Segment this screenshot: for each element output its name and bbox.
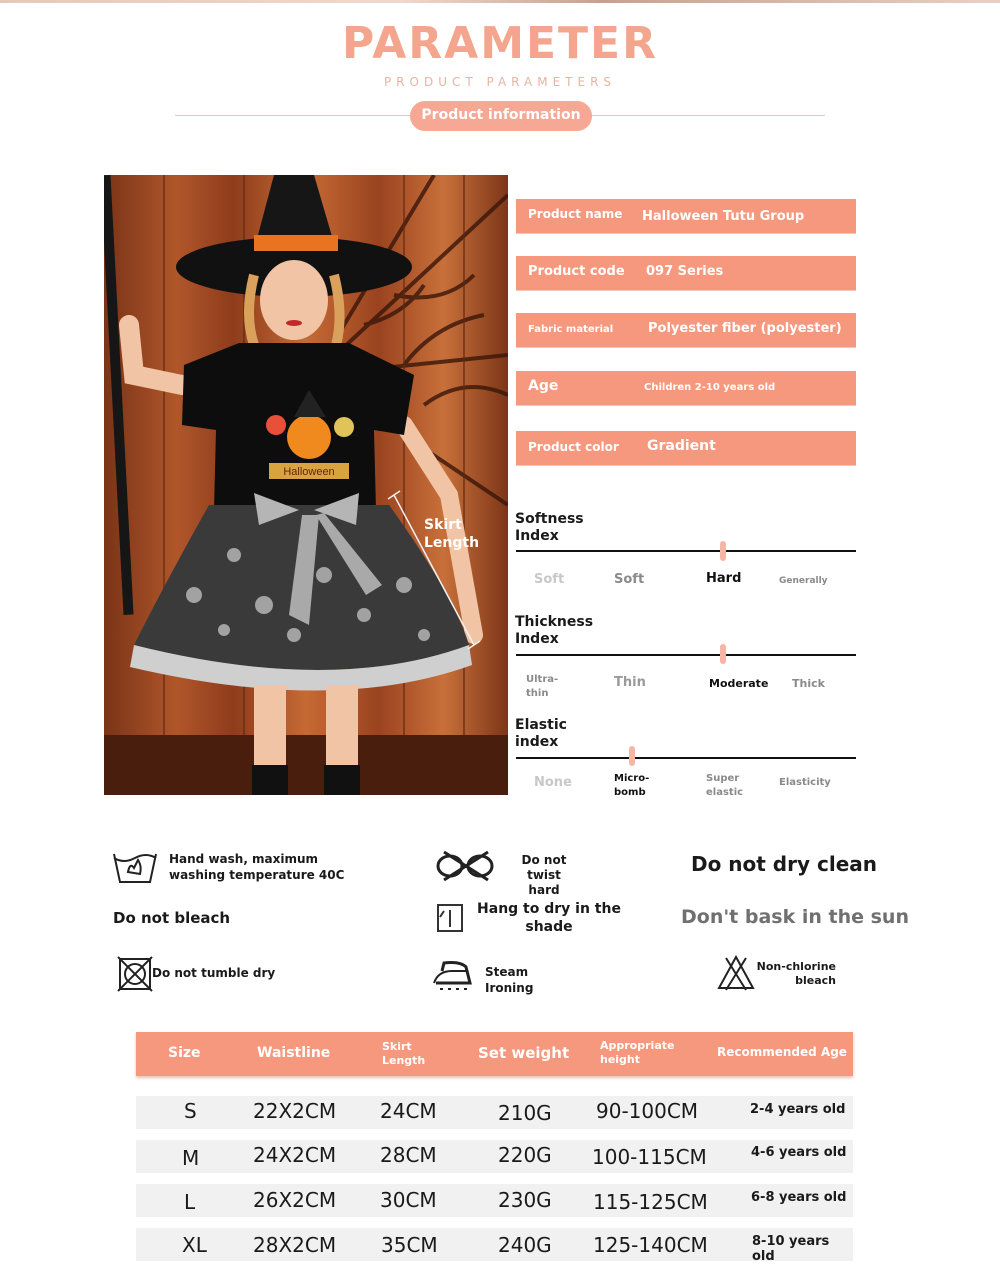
cell-waistline: 24X2CM [253, 1143, 337, 1167]
thickness-marker [720, 644, 726, 664]
page-title: PARAMETER [342, 18, 658, 69]
care-non-chlorine-text [756, 960, 836, 988]
info-row-fabric-material [516, 313, 856, 347]
care-hang-dry-text [476, 900, 622, 936]
header-line: Skirt [382, 1040, 412, 1053]
table-row [136, 1140, 853, 1173]
table-row [136, 1096, 853, 1129]
cell-set-weight: 210G [498, 1101, 552, 1125]
cell-set-weight: 220G [498, 1143, 552, 1167]
softness-scale-line [516, 550, 856, 552]
cell-skirt-length: 35CM [381, 1233, 438, 1257]
steam-iron-icon [430, 953, 476, 993]
cell-size: L [184, 1190, 196, 1214]
care-hand-wash-text [169, 851, 344, 883]
care-steam-iron-text [485, 964, 533, 996]
info-key: Fabric material [528, 324, 614, 335]
skirt-label-line-2: Length [424, 535, 480, 551]
header-line: Appropriate [600, 1039, 675, 1052]
cell-skirt-length: 28CM [380, 1143, 437, 1167]
care-no-dry-clean-text: Do not dry clean [691, 852, 877, 876]
index-title-line-1: Softness [515, 511, 584, 527]
care-line: shade [525, 919, 573, 935]
index-title-line-2: index [515, 734, 559, 750]
softness-index-title [515, 511, 584, 545]
elastic-option: Super elastic [706, 773, 744, 798]
thickness-option: Ultra-thin [526, 674, 559, 699]
header-divider-left [175, 115, 415, 116]
info-key: Product code [528, 264, 625, 279]
shirt-print-text: Halloween [283, 466, 335, 478]
table-row [136, 1184, 853, 1217]
care-no-bleach-text: Do not bleach [113, 909, 231, 927]
softness-marker [720, 541, 726, 561]
cell-waistline: 22X2CM [253, 1099, 337, 1123]
info-row-product-color [516, 431, 856, 465]
cell-size: M [182, 1146, 200, 1170]
care-line: Ironing [485, 981, 534, 995]
elastic-scale-line [516, 757, 856, 759]
skirt-label-line-1: Skirt [424, 517, 462, 533]
info-row-age [516, 371, 856, 405]
info-row-product-name [516, 199, 856, 233]
thickness-index-title [515, 614, 593, 648]
softness-option: Generally [779, 576, 828, 586]
cell-height: 115-125CM [593, 1190, 708, 1214]
cell-age: 4-6 years old [751, 1145, 847, 1160]
header-size: Size [168, 1045, 201, 1061]
hang-dry-icon [436, 903, 464, 933]
index-title-line-2: Index [515, 631, 559, 647]
care-no-tumble-text: Do not tumble dry [152, 966, 276, 980]
header-appropriate-height [600, 1039, 674, 1067]
care-line: Hand wash, maximum [169, 852, 319, 866]
info-row-product-code [516, 256, 856, 290]
softness-option: Soft [534, 572, 565, 587]
skirt-length-label [424, 516, 479, 552]
elastic-option: Elasticity [779, 777, 831, 788]
thickness-option: Thick [792, 677, 825, 690]
cell-set-weight: 230G [498, 1188, 552, 1212]
page-subtitle: PRODUCT PARAMETERS [383, 75, 617, 89]
cell-set-weight: 240G [498, 1233, 552, 1257]
thickness-option-selected: Moderate [709, 677, 769, 690]
header-recommended-age: Recommended Age [717, 1045, 847, 1059]
cell-waistline: 28X2CM [253, 1233, 337, 1257]
care-line: Do not twist [521, 853, 567, 882]
hand-wash-icon [110, 846, 160, 886]
info-value: 097 Series [646, 264, 724, 279]
cell-height: 100-115CM [592, 1145, 707, 1169]
header-line: height [600, 1053, 641, 1066]
cell-age: 6-8 years old [751, 1190, 847, 1205]
index-title-line-2: Index [515, 528, 559, 544]
index-title-line-1: Thickness [515, 614, 594, 630]
cell-age: 8-10 years old [752, 1234, 830, 1264]
care-line: washing temperature 40C [169, 868, 345, 882]
info-key: Age [528, 378, 559, 394]
cell-size: S [184, 1099, 197, 1123]
top-decor-line [0, 0, 1000, 3]
care-line: Hang to dry in the [477, 901, 621, 917]
info-key: Product color [528, 440, 619, 454]
info-value: Polyester fiber (polyester) [648, 321, 842, 336]
cell-skirt-length: 24CM [380, 1099, 437, 1123]
product-photo [104, 175, 508, 795]
header-skirt-length [382, 1040, 425, 1068]
no-twist-icon [434, 848, 496, 884]
elastic-marker [629, 746, 635, 766]
product-information-pill: Product information [410, 101, 592, 131]
care-line: Non-chlorine [756, 960, 836, 973]
header-set-weight: Set weight [478, 1044, 570, 1062]
index-title-line-1: Elastic [515, 717, 567, 733]
witch-costume-illustration [104, 175, 508, 795]
care-no-twist-text [504, 853, 584, 898]
care-line: bleach [795, 974, 836, 987]
non-chlorine-bleach-icon [716, 954, 756, 992]
size-table-header [136, 1032, 853, 1076]
info-value: Children 2-10 years old [644, 382, 776, 393]
care-line: hard [528, 883, 560, 897]
header-waistline: Waistline [257, 1045, 331, 1061]
cell-age: 2-4 years old [750, 1102, 846, 1117]
elastic-index-title [515, 717, 567, 751]
info-value: Halloween Tutu Group [642, 209, 805, 224]
header-divider-right [588, 115, 825, 116]
care-no-sun-text: Don't bask in the sun [681, 906, 909, 928]
cell-size: XL [182, 1233, 207, 1257]
cell-waistline: 26X2CM [253, 1188, 337, 1212]
elastic-option: None [534, 775, 572, 790]
thickness-option: Thin [614, 675, 646, 690]
softness-option-selected: Hard [706, 571, 742, 586]
cell-skirt-length: 30CM [380, 1188, 437, 1212]
softness-option: Soft [614, 572, 645, 587]
info-key: Product name [528, 207, 623, 221]
cell-height: 90-100CM [596, 1099, 699, 1123]
no-tumble-dry-icon [117, 956, 153, 992]
thickness-scale-line [516, 654, 856, 656]
elastic-option-selected: Micro-bomb [614, 773, 650, 798]
header-line: Length [382, 1054, 426, 1067]
cell-height: 125-140CM [593, 1233, 708, 1257]
care-line: Steam [485, 965, 529, 979]
info-value: Gradient [647, 438, 716, 454]
table-row [136, 1228, 853, 1264]
